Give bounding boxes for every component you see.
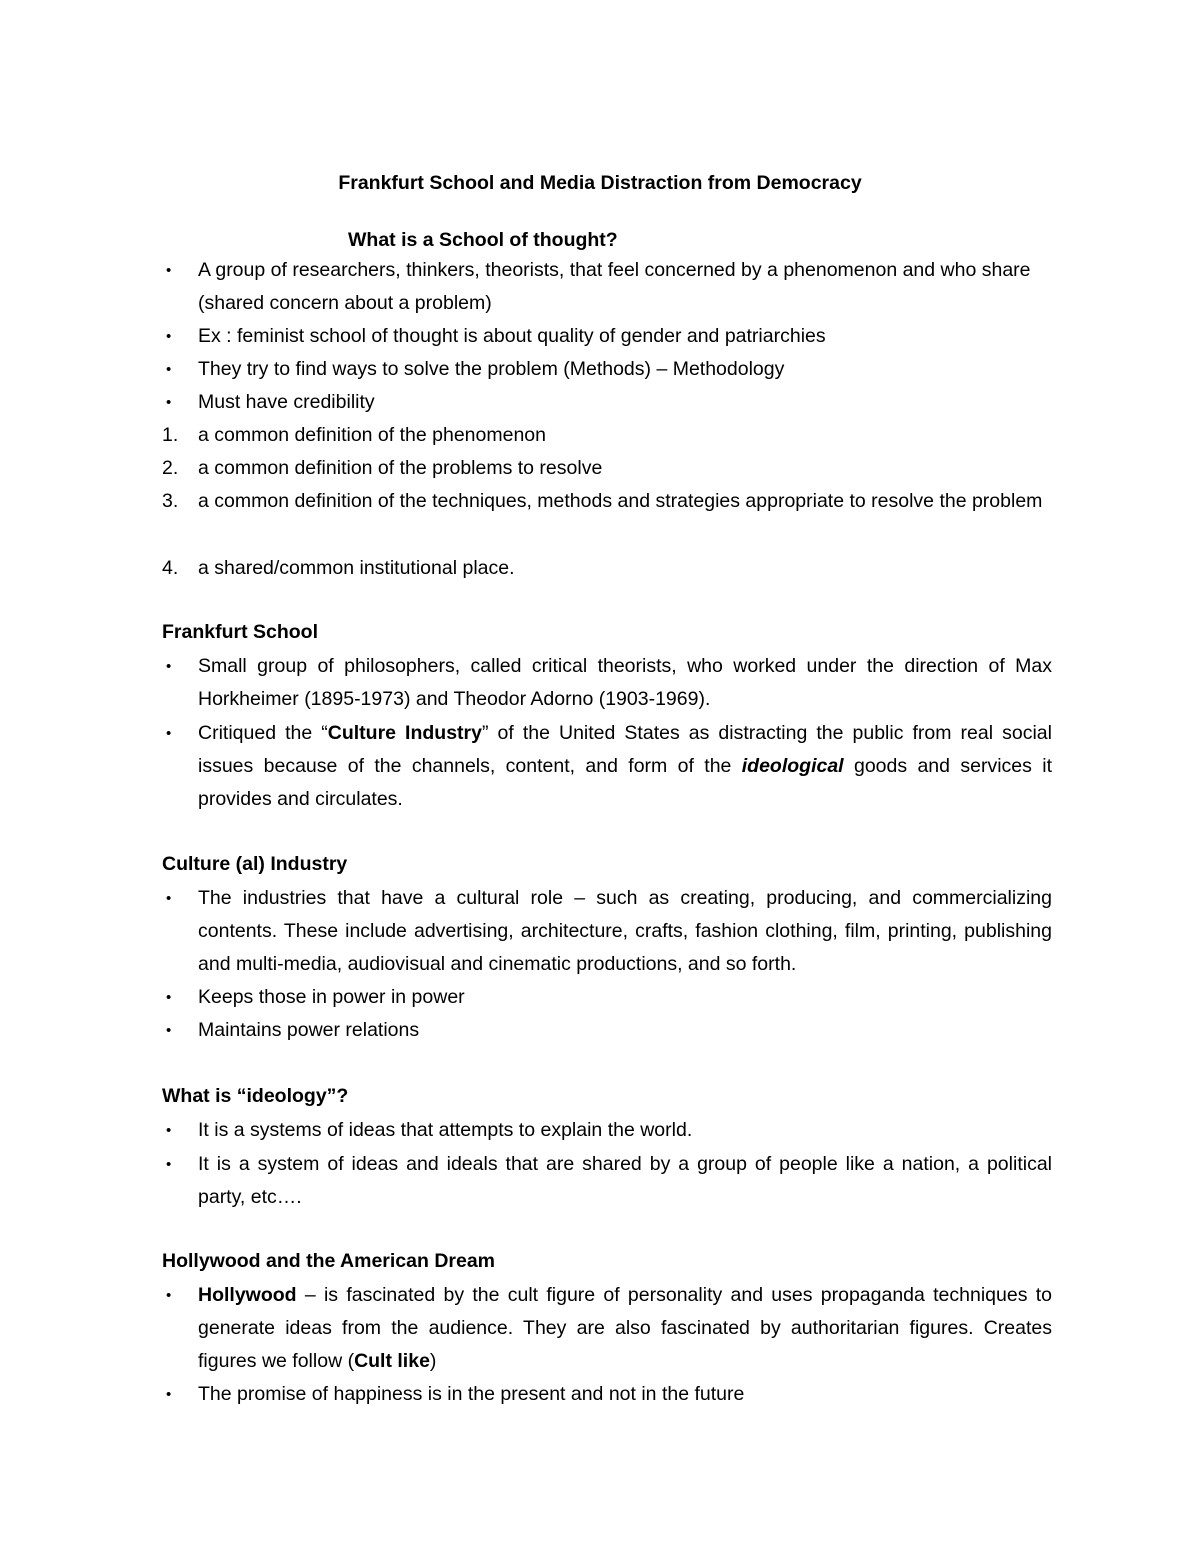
bullet-icon: • (166, 1022, 172, 1039)
list-item: • It is a systems of ideas that attempts to explain the world. (162, 1114, 1052, 1147)
emphasis: Cult like (354, 1350, 430, 1372)
list-item: • A group of researchers, thinkers, theorists, that feel concerned by a phenomenon and who share (shared concern about a problem) (162, 254, 1052, 320)
bullet-icon: • (166, 1386, 172, 1403)
emphasis: ideological (741, 755, 844, 777)
bullet-icon: • (166, 328, 172, 345)
emphasis: Culture Industry (327, 722, 482, 744)
bullet-icon: • (166, 361, 172, 378)
bullet-icon: • (166, 890, 172, 907)
section-heading: Hollywood and the American Dream (162, 1250, 496, 1272)
bullet-icon: • (166, 1287, 172, 1304)
list-item: • The promise of happiness is in the present and not in the future (162, 1378, 1052, 1411)
numbered-item: 1. a common definition of the phenomenon (162, 419, 1052, 452)
item-number: 1. (162, 424, 179, 446)
list-item: • It is a system of ideas and ideals that are shared by a group of people like a nation, a political party, etc…. (162, 1148, 1052, 1214)
bullet-icon: • (166, 1156, 172, 1173)
numbered-item: 4. a shared/common institutional place. (162, 552, 1052, 585)
numbered-item: 2. a common definition of the problems to resolve (162, 452, 1052, 485)
list-item: • Critiqued the “Culture Industry” of the United States as distracting the public from real social issues because of the channels, content, and form of the ideological goods and services it provides and circulates. (162, 717, 1052, 816)
bullet-icon: • (166, 394, 172, 411)
subtitle: What is a School of thought? (348, 229, 618, 251)
bullet-icon: • (166, 262, 172, 279)
bullet-icon: • (166, 989, 172, 1006)
item-number: 3. (162, 490, 179, 512)
bullet-icon: • (166, 1122, 172, 1139)
document-title: Frankfurt School and Media Distraction from Democracy (338, 172, 862, 194)
bullet-icon: • (166, 658, 172, 675)
list-item: • Must have credibility (162, 386, 1052, 419)
list-item: • The industries that have a cultural role – such as creating, producing, and commercializing contents. These include advertising, architecture, crafts, fashion clothing, film, printing, publishing and multi-media, audiovisual and cinematic productions, and so forth. (162, 882, 1052, 981)
numbered-item: 3. a common definition of the techniques, methods and strategies appropriate to resolve the problem (162, 485, 1052, 518)
bullet-icon: • (166, 725, 172, 742)
list-item: • Keeps those in power in power (162, 981, 1052, 1014)
list-item: • Small group of philosophers, called critical theorists, who worked under the direction of Max Horkheimer (1895-1973) and Theodor Adorno (1903-1969). (162, 650, 1052, 716)
section-heading: Culture (al) Industry (162, 853, 348, 875)
list-item: • Maintains power relations (162, 1014, 1052, 1047)
emphasis: Hollywood (198, 1284, 297, 1306)
list-item: • Hollywood – is fascinated by the cult figure of personality and uses propaganda techniques to generate ideas from the audience. They are also fascinated by authoritarian figures. Creates figures we follow (Cult like) (162, 1279, 1052, 1378)
item-number: 4. (162, 557, 179, 579)
section-heading: What is “ideology”? (162, 1085, 349, 1107)
list-item: • They try to find ways to solve the problem (Methods) – Methodology (162, 353, 1052, 386)
section-heading: Frankfurt School (162, 621, 319, 643)
list-item: • Ex : feminist school of thought is about quality of gender and patriarchies (162, 320, 1052, 353)
item-number: 2. (162, 457, 179, 479)
